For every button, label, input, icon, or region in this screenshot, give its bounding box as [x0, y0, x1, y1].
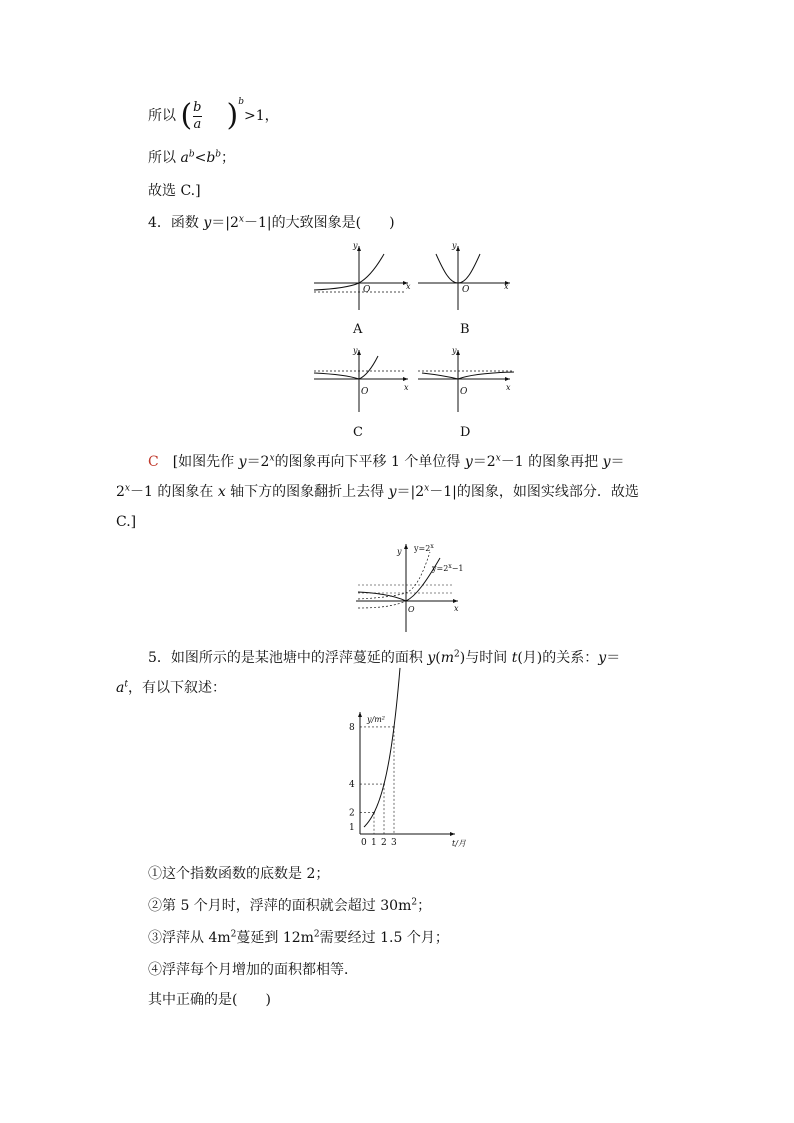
x-label: x — [404, 383, 409, 392]
text: ＝ — [606, 650, 621, 666]
text: 的图象再向下平移 1 个单位得 — [274, 454, 465, 470]
y-label: y — [353, 241, 358, 250]
label-y-2x-1: $y=2^x-1$ — [432, 563, 464, 573]
statement-2 — [148, 896, 431, 916]
text: (月)的关系： — [517, 650, 599, 666]
solution-line-2 — [116, 482, 639, 502]
text: 所以 — [148, 150, 181, 166]
exp: b — [188, 149, 195, 160]
exp: x — [238, 214, 244, 225]
y-tick-label: 1 — [349, 823, 355, 833]
origin-label: O — [363, 285, 371, 295]
var-x: x — [217, 484, 226, 500]
exp: b — [215, 149, 222, 160]
origin-label: O — [460, 387, 468, 397]
y-arrow-icon — [358, 712, 362, 717]
exp: x — [495, 453, 501, 464]
text: ＝ — [610, 454, 625, 470]
denominator: a — [193, 116, 202, 132]
x-tick-label: 0 — [361, 838, 367, 848]
x-label: x — [454, 604, 459, 613]
exp: x — [269, 453, 275, 464]
y-arrow-icon — [357, 350, 361, 355]
var-b: b — [206, 150, 216, 166]
origin-label: O — [462, 285, 470, 295]
y-tick-label: 8 — [349, 722, 355, 733]
numerator: b — [193, 99, 202, 115]
graph-c — [314, 346, 409, 412]
text: < — [194, 150, 207, 166]
fraction — [193, 100, 201, 133]
origin-label: O — [408, 605, 415, 614]
y-tick-label: 2 — [349, 808, 355, 819]
exp: 2 — [313, 929, 320, 940]
option-d-label: D — [460, 425, 471, 440]
text: [如图先作 — [158, 454, 239, 470]
var-y: y — [602, 454, 611, 470]
curve — [314, 356, 378, 379]
y-axis-label: y/m² — [367, 715, 386, 724]
exp: x — [424, 483, 430, 494]
var-y: y — [464, 454, 473, 470]
text: ； — [417, 898, 432, 914]
text: 2 — [116, 484, 125, 500]
option-c-label: C — [353, 425, 363, 440]
x-tick-label: 2 — [381, 838, 387, 848]
growth-curve — [364, 668, 400, 827]
text: ＝|2 — [211, 215, 239, 231]
var-a: a — [180, 150, 189, 166]
exp: 2 — [230, 929, 237, 940]
origin-label: O — [361, 387, 369, 397]
curve-lower-dashed — [358, 601, 406, 608]
curve — [422, 372, 514, 379]
data-point — [373, 812, 375, 814]
option-a-label: A — [353, 322, 363, 337]
growth-chart — [340, 708, 480, 854]
line-choose-c: 故选 C.] — [148, 183, 201, 199]
text: 轴下方的图象翻折上去得 — [225, 484, 389, 500]
option-b-label: B — [460, 322, 470, 337]
exp: t — [124, 679, 128, 690]
text: 需要经过 1.5 个月； — [319, 930, 449, 946]
text: －1|的大致图象是( ) — [244, 215, 395, 231]
solution-line-1 — [148, 452, 624, 472]
exponent: b — [238, 97, 244, 108]
line-so-ab — [148, 148, 235, 168]
x-label: x — [406, 282, 411, 291]
var-y: y — [203, 215, 212, 231]
graph-b — [418, 241, 510, 310]
text: －1|的图象，如图实线部分．故选 — [429, 484, 639, 500]
solution-graph — [350, 538, 470, 634]
var-a: a — [116, 680, 125, 696]
y-arrow-icon — [456, 350, 460, 355]
y-label: y — [452, 346, 457, 355]
label-y-2x: $y=2^x$ — [414, 543, 434, 553]
data-point — [383, 783, 385, 785]
y-arrow-icon — [357, 246, 361, 251]
text: ②第 5 个月时，浮萍的面积就会超过 30m — [148, 898, 412, 914]
curve-2x — [358, 552, 430, 599]
var-t: t — [511, 650, 518, 666]
exp: 2 — [411, 897, 418, 908]
statement-3 — [148, 928, 449, 948]
x-arrow-icon — [505, 377, 510, 381]
text: 蔓延到 12m — [236, 930, 314, 946]
x-label: x — [506, 383, 511, 392]
text: 如图所示的是某池塘中的浮萍蔓延的面积 — [170, 650, 428, 666]
question-number: 5． — [148, 650, 171, 666]
x-label: x — [504, 282, 509, 291]
y-arrow-icon — [404, 544, 408, 549]
curve — [314, 254, 384, 290]
data-point — [393, 726, 395, 728]
var-y: y — [238, 454, 247, 470]
var-y: y — [427, 650, 436, 666]
x-tick-label: 1 — [371, 838, 377, 848]
y-tick-label: 4 — [349, 780, 355, 791]
text: ＝2 — [246, 454, 270, 470]
graph-d — [418, 346, 514, 412]
x-arrow-icon — [450, 832, 455, 836]
text: －1 的图象在 — [130, 484, 218, 500]
x-arrow-icon — [403, 377, 408, 381]
y-label: y — [452, 241, 457, 250]
text: 所以 — [148, 108, 176, 124]
line-so-fraction — [148, 96, 279, 136]
question-5-stem-1: 5．如图所示的是某池塘中的浮萍蔓延的面积 $y(m^2)$与时间 t(月)的关系：y＝ — [148, 649, 621, 666]
text: ＝|2 — [396, 484, 425, 500]
statement-4: ④浮萍每个月增加的面积都相等． — [148, 962, 358, 978]
question-prompt: 其中正确的是( ) — [148, 992, 271, 1008]
exp: x — [124, 483, 130, 494]
question-number: 4． — [148, 215, 171, 231]
text: ，有以下叙述： — [127, 680, 226, 696]
answer-letter: C — [148, 454, 159, 470]
x-arrow-icon — [453, 599, 458, 603]
text: >1， — [243, 108, 279, 124]
x-axis-label: t/月 — [452, 839, 466, 848]
statement-1: ①这个指数函数的底数是 2； — [148, 866, 330, 882]
var-y: y — [598, 650, 607, 666]
solution-line-3: C.] — [116, 514, 137, 530]
text: ③浮萍从 4m — [148, 930, 231, 946]
y-label: y — [397, 547, 402, 556]
text: 函数 — [170, 215, 204, 231]
graph-a — [314, 241, 411, 310]
question-4-stem — [148, 213, 395, 233]
text: ； — [221, 150, 236, 166]
exp: 2 — [454, 649, 460, 660]
var-m: m — [440, 650, 455, 666]
text: ＝2 — [472, 454, 496, 470]
question-5-stem-2 — [116, 678, 226, 698]
x-tick-label: 3 — [391, 838, 397, 848]
option-graphs-cd — [300, 344, 530, 424]
text: －1 的图象再把 — [500, 454, 603, 470]
y-label: y — [353, 346, 358, 355]
var-y: y — [388, 484, 397, 500]
text: )与时间 — [459, 650, 512, 666]
y-arrow-icon — [456, 246, 460, 251]
paren-right: ) — [226, 98, 239, 133]
paren-left: ( — [180, 98, 193, 133]
